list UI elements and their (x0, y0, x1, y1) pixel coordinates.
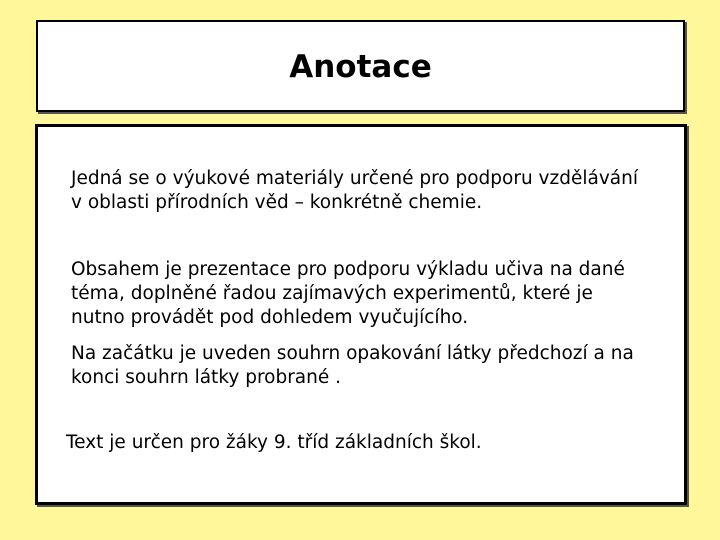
paragraph-audience (66, 431, 482, 455)
paragraph-line: Obsahem je prezentace pro podporu výkladu učiva na dané (71, 259, 625, 280)
title-box (36, 20, 685, 112)
annotation-content-box (35, 124, 687, 505)
paragraph-line: v oblasti přírodních věd – konkrétně chemie. (71, 192, 483, 213)
paragraph-line: nutno provádět pod dohledem vyučujícího. (71, 307, 469, 328)
paragraph-line: konci souhrn látky probrané . (71, 367, 342, 388)
paragraph-line: téma, doplněné řadou zajímavých experimentů, které je (71, 283, 593, 304)
paragraph-line: Na začátku je uveden souhrn opakování látky předchozí a na (71, 343, 634, 364)
paragraph-content (71, 258, 625, 330)
slide-title: Anotace (289, 49, 432, 85)
paragraph-line: Text je určen pro žáky 9. tříd základních škol. (66, 432, 482, 453)
paragraph-intro (71, 167, 638, 215)
paragraph-line: Jedná se o výukové materiály určené pro podporu vzdělávání (71, 168, 638, 189)
paragraph-summary (71, 342, 634, 390)
